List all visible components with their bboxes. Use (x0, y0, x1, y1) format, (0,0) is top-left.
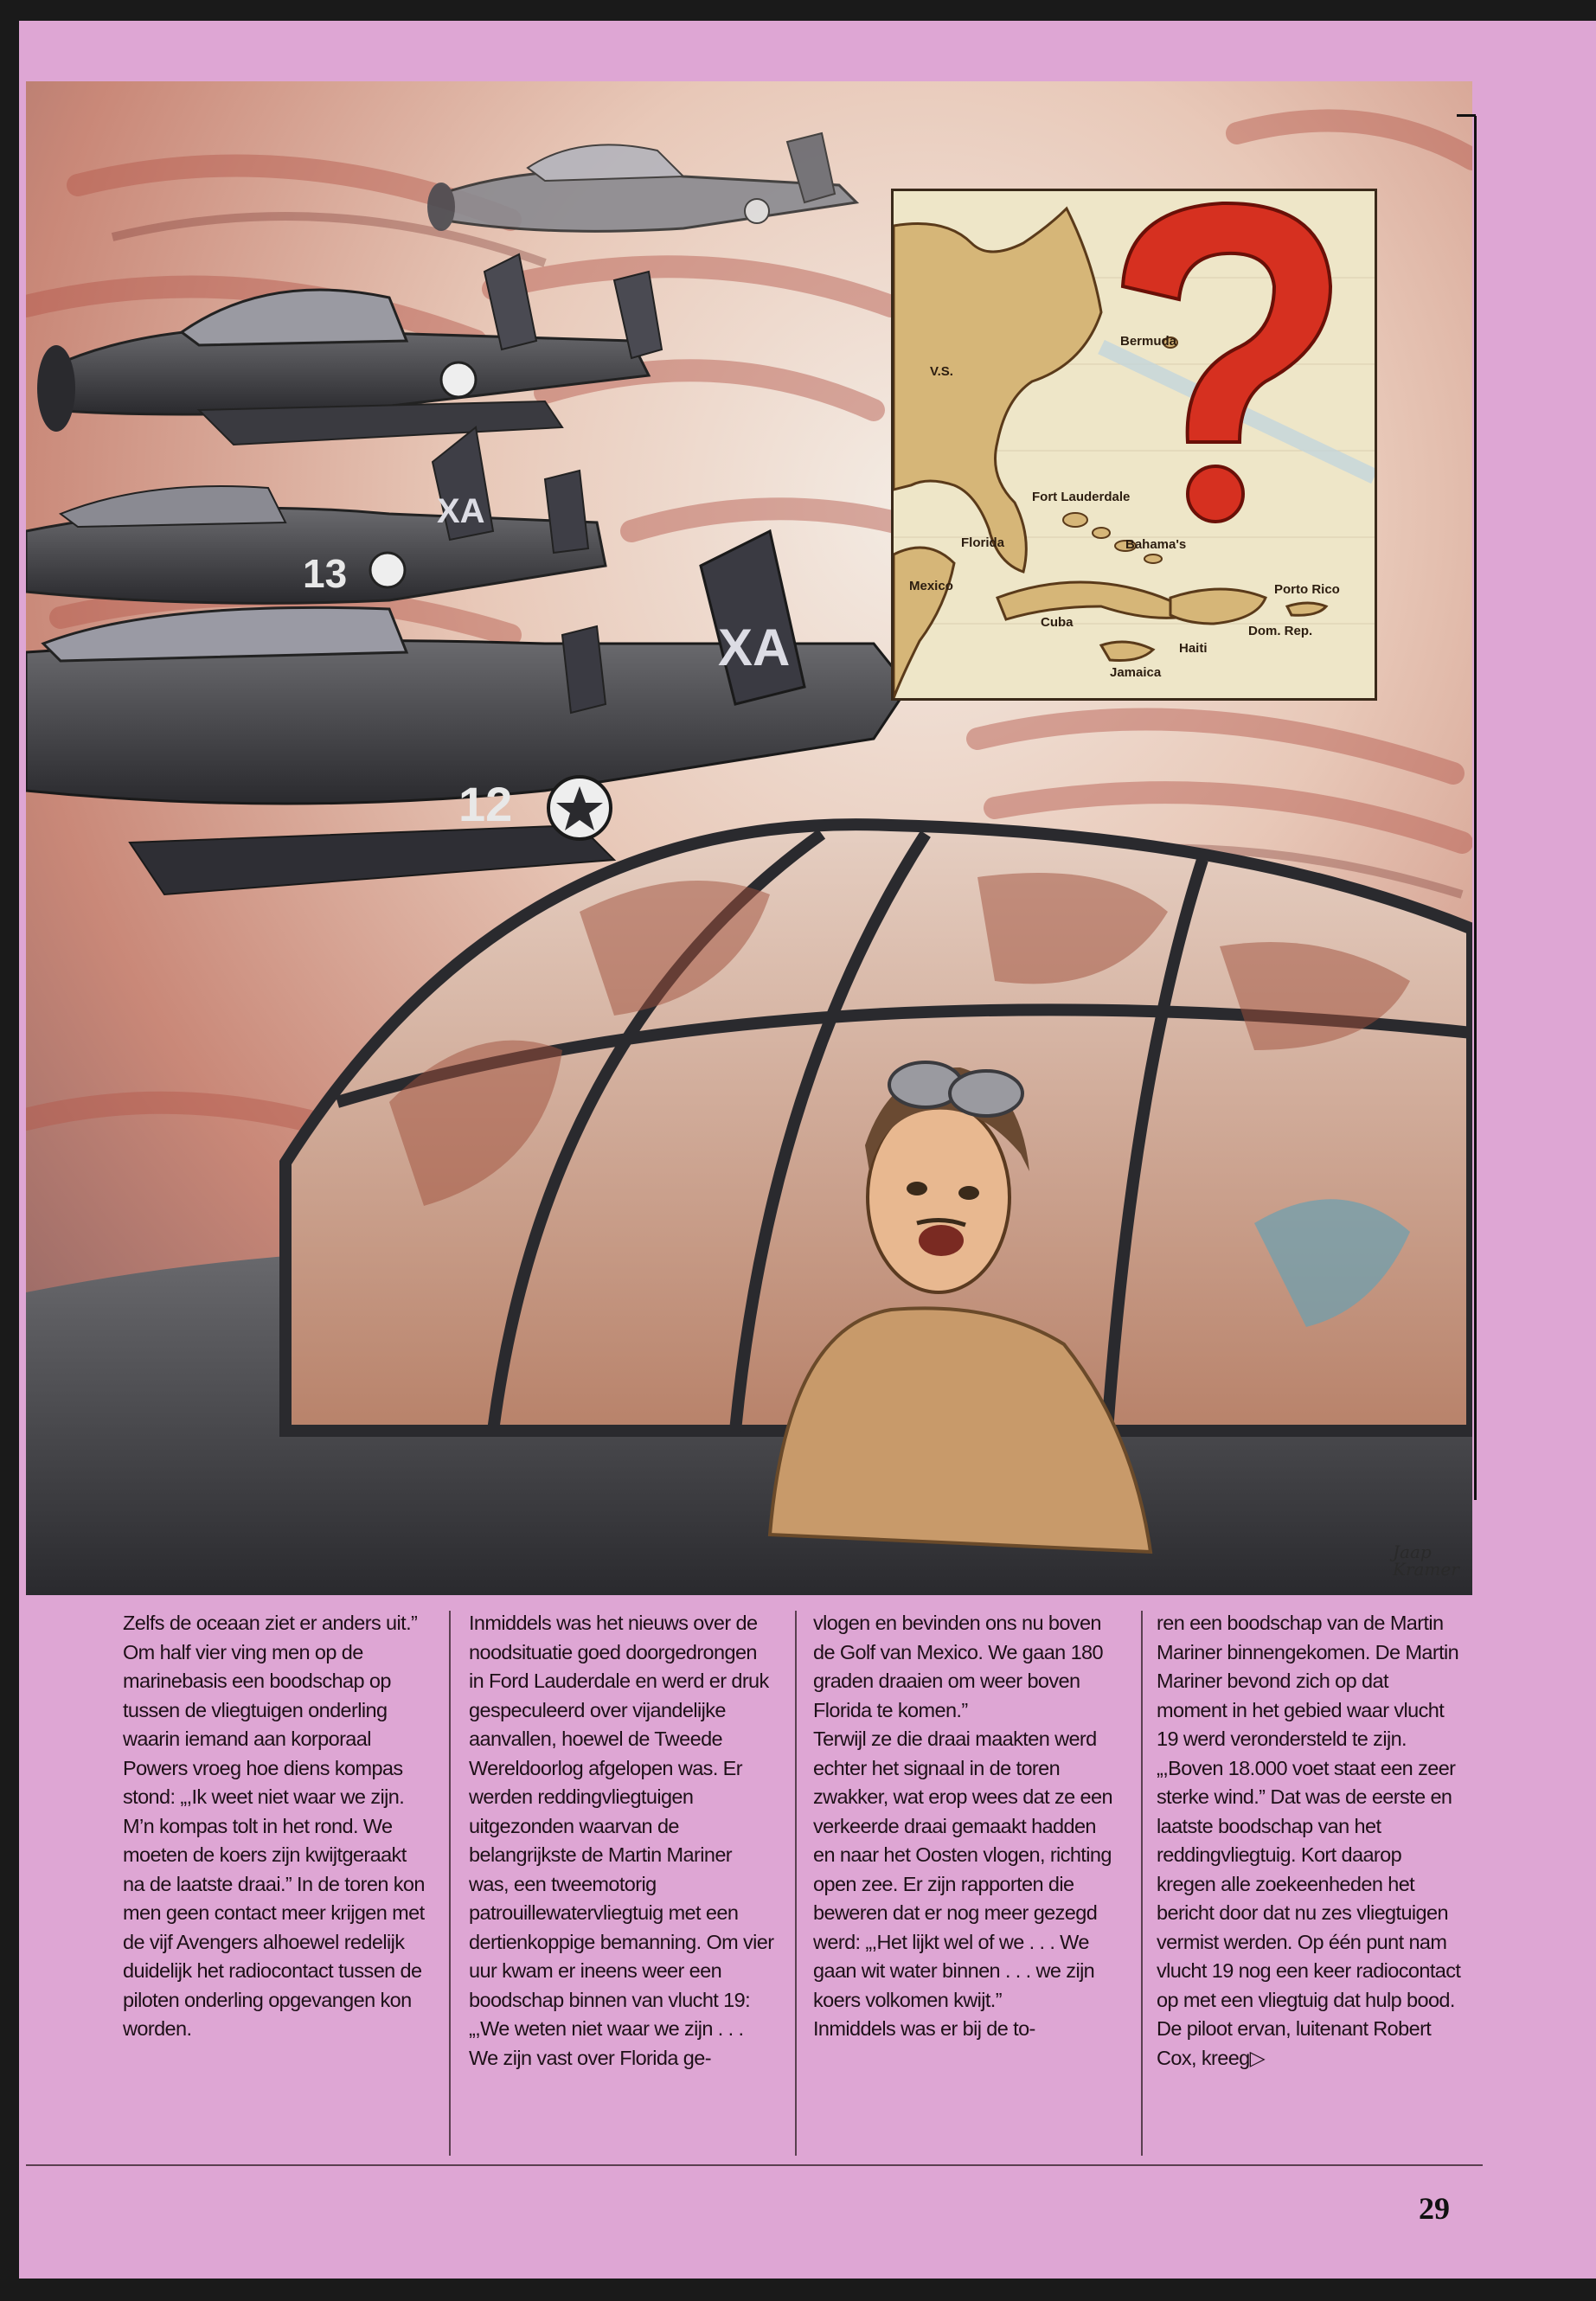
paragraph: Terwijl ze die draai maakten werd echter het signaal in de toren zwakker, wat erop wees dat ze een verkeerde draai gemaakt hadden en naar het Oosten vlogen, richting open zee. Er zijn rapporten die beweren dat er nog meer gezegd werd: „,Het lijkt wel of we . . . We gaan wit water binnen . . . we zijn koers volkomen kwijt.” (813, 1727, 1112, 2011)
plane-tail-code-2: XA (718, 619, 791, 676)
artist-signature (1393, 1543, 1459, 1578)
map-label-haiti: Haiti (1179, 641, 1208, 656)
column-divider (795, 1611, 797, 2156)
map-label-puerto-rico: Porto Rico (1274, 582, 1340, 597)
map-label-cuba: Cuba (1041, 615, 1074, 630)
paragraph: Inmiddels was het nieuws over de noodsituatie goed doorgedrongen in Ford Lauderdale en werd er druk gespeculeerd over vijandelijke aanvallen, hoewel de Tweede Wereldoorlog afgelopen was. Er werden reddingvliegtuigen uitgezonden waarvan de belangrijkste de Martin Mariner was, een tweemotorig patrouillewatervliegtuig met een dertienkoppige bemanning. Om vier uur kwam er ineens weer een boodschap binnen van vlucht 19: „,We weten niet waar we zijn . . . We zijn vast over Florida ge- (469, 1612, 774, 2069)
page-rule-right (1474, 116, 1477, 1500)
paragraph: Zelfs de oceaan ziet er anders uit.” (123, 1612, 418, 1634)
column-divider (449, 1611, 451, 2156)
map-label-jamaica: Jamaica (1110, 665, 1162, 680)
map-label-dom-rep: Dom. Rep. (1248, 624, 1313, 638)
paragraph: ren een boodschap van de Martin Mariner binnengekomen. De Martin Mariner bevond zich op dat moment in het gebied waar vlucht 19 werd verondersteld te zijn. „,Boven 18.000 voet staat een zeer sterke wind.” Dat was de eerste en laatste boodschap van het reddingvliegtuig. Kort daarop kregen alle zoekeenheden het bericht door dat nu zes vliegtuigen vermist werden. Op één punt nam vlucht 19 nog een keer radiocontact op met een vliegtuig dat hulp bood. De piloot ervan, luitenant Robert Cox, kreeg▷ (1157, 1612, 1461, 2069)
paragraph: Om half vier ving men op de marinebasis een boodschap op tussen de vliegtuigen onderling waarin iemand aan korporaal Powers vroeg hoe diens kompas stond: „,Ik weet niet waar we zijn. M’n kompas tolt in het rond. We moeten de koers zijn kwijtgeraakt na de laatste draai.” In de toren kon men geen contact meer krijgen met de vijf Avengers alhoewel redelijk duidelijk het radiocontact tussen de piloten onderling opgevangen kon worden. (123, 1640, 425, 2040)
map-label-florida: Florida (961, 535, 1005, 550)
paragraph: vlogen en bevinden ons nu boven de Golf van Mexico. We gaan 180 graden draaien om weer boven Florida te komen.” (813, 1612, 1103, 1721)
text-column-2 (469, 1609, 776, 2073)
plane-number-12: 12 (458, 777, 513, 831)
caribbean-map (894, 191, 1375, 698)
page-rule-tick (1457, 114, 1476, 117)
signature-line-2: Kramer (1393, 1559, 1459, 1580)
plane-number-13: 13 (303, 551, 348, 596)
text-column-1 (123, 1609, 430, 2044)
map-label-bahamas: Bahama's (1125, 537, 1187, 552)
column-divider (1141, 1611, 1143, 2156)
map-label-fort-lauderdale: Fort Lauderdale (1032, 490, 1131, 504)
map-label-mexico: Mexico (909, 579, 953, 593)
magazine-page (19, 21, 1596, 2279)
map-label-bermuda: Bermuda (1120, 334, 1177, 349)
signature-line-1: Jaap (1393, 1541, 1432, 1562)
text-column-3 (813, 1609, 1120, 2044)
paragraph: Inmiddels was er bij de to- (813, 2017, 1035, 2040)
text-column-4 (1157, 1609, 1464, 2073)
page-number: 29 (1419, 2191, 1450, 2226)
bottom-rule (26, 2164, 1483, 2166)
map-inset (891, 189, 1377, 701)
plane-tail-code-1: XA (437, 492, 485, 530)
illustration (26, 81, 1472, 1595)
map-label-us: V.S. (930, 364, 953, 379)
